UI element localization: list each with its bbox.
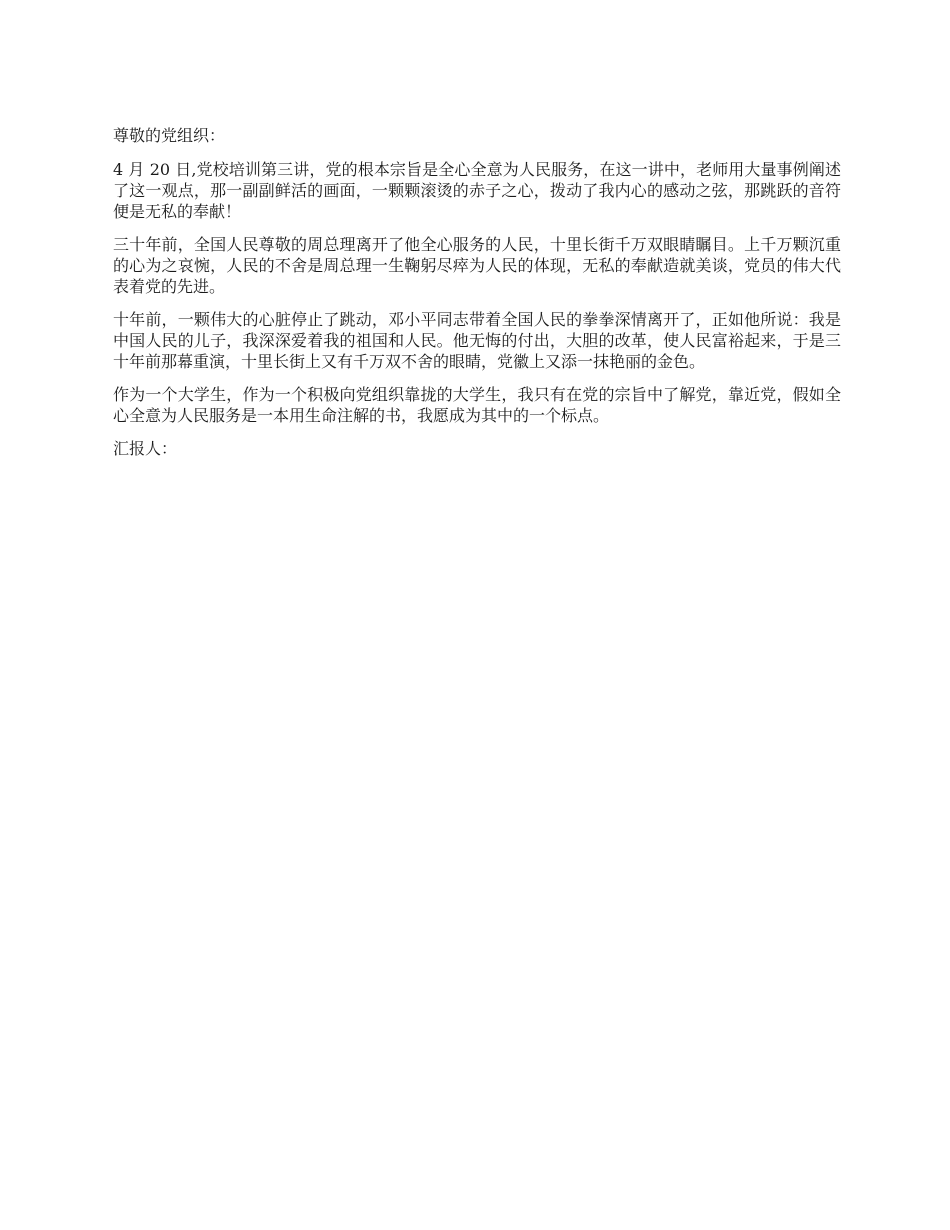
signature: 汇报人： xyxy=(113,439,178,458)
salutation: 尊敬的党组织： xyxy=(113,126,226,145)
paragraph-3: 十年前，一颗伟大的心脏停止了跳动，邓小平同志带着全国人民的拳拳深情离开了，正如他所说：我是中国人民的儿子，我深深爱着我的祖国和人民。他无悔的付出，大胆的改革，使人民富裕起来，于是三十年前那幕重演，十里长街上又有千万双不舍的眼睛，党徽上又添一抹艳丽的金色。 xyxy=(113,310,841,371)
document-page xyxy=(113,125,841,471)
paragraph-1: 4 月 20 日,党校培训第三讲，党的根本宗旨是全心全意为人民服务，在这一讲中，老师用大量事例阐述了这一观点，那一副副鲜活的画面，一颗颗滚烫的赤子之心，拨动了我内心的感动之弦，那跳跃的音符便是无私的奉献！ xyxy=(113,160,841,221)
paragraph-2: 三十年前，全国人民尊敬的周总理离开了他全心服务的人民，十里长街千万双眼睛瞩目。上千万颗沉重的心为之哀惋，人民的不舍是周总理一生鞠躬尽瘁为人民的体现，无私的奉献造就美谈，党员的伟大代表着党的先进。 xyxy=(113,235,841,296)
paragraph-4: 作为一个大学生，作为一个积极向党组织靠拢的大学生，我只有在党的宗旨中了解党，靠近党，假如全心全意为人民服务是一本用生命注解的书，我愿成为其中的一个标点。 xyxy=(113,385,841,425)
